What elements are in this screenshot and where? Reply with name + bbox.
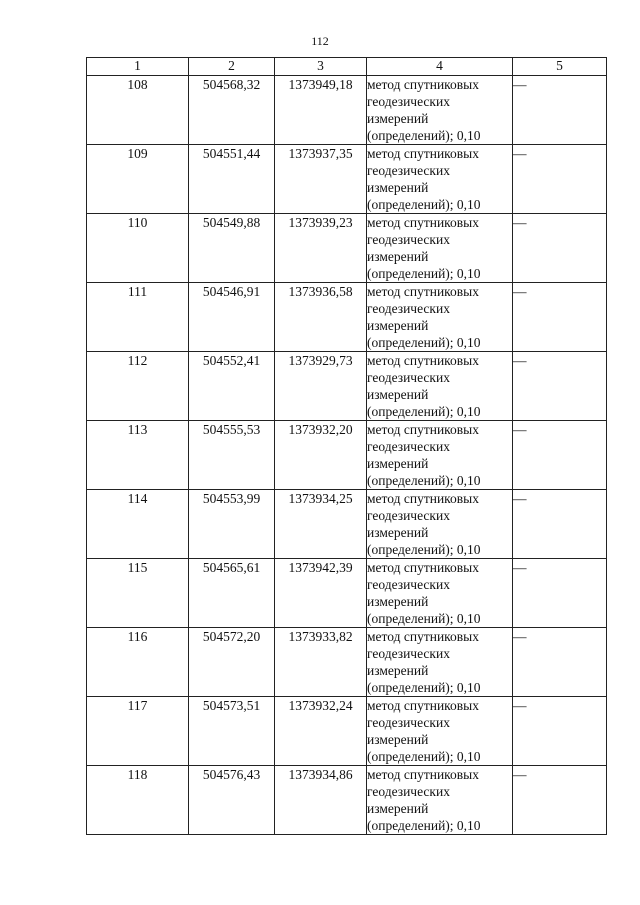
method-text-line: геодезических bbox=[367, 784, 450, 799]
point-number-cell: 111 bbox=[87, 283, 189, 352]
y-coordinate-cell: 1373932,20 bbox=[275, 421, 367, 490]
y-coordinate-cell: 1373933,82 bbox=[275, 628, 367, 697]
note-cell: — bbox=[513, 145, 607, 214]
y-coordinate-cell: 1373949,18 bbox=[275, 76, 367, 145]
coordinates-table bbox=[86, 57, 607, 835]
column-header-2: 2 bbox=[189, 58, 275, 76]
method-cell bbox=[367, 145, 513, 214]
column-header-1: 1 bbox=[87, 58, 189, 76]
x-coordinate-cell: 504549,88 bbox=[189, 214, 275, 283]
point-number-cell: 109 bbox=[87, 145, 189, 214]
table-row bbox=[87, 628, 607, 697]
point-number-cell: 112 bbox=[87, 352, 189, 421]
method-cell bbox=[367, 628, 513, 697]
x-coordinate-cell: 504555,53 bbox=[189, 421, 275, 490]
table-row bbox=[87, 559, 607, 628]
method-text-line: (определений); 0,10 bbox=[367, 197, 481, 212]
method-text-line: (определений); 0,10 bbox=[367, 680, 481, 695]
x-coordinate-cell: 504568,32 bbox=[189, 76, 275, 145]
method-text-line: (определений); 0,10 bbox=[367, 128, 481, 143]
method-text-line: (определений); 0,10 bbox=[367, 749, 481, 764]
method-text-line: (определений); 0,10 bbox=[367, 335, 481, 350]
method-text-line: (определений); 0,10 bbox=[367, 611, 481, 626]
y-coordinate-cell: 1373934,25 bbox=[275, 490, 367, 559]
x-coordinate-cell: 504573,51 bbox=[189, 697, 275, 766]
table-row bbox=[87, 145, 607, 214]
method-text-line: метод спутниковых bbox=[367, 422, 479, 437]
table-header-row bbox=[87, 58, 607, 76]
page-number: 112 bbox=[311, 34, 329, 48]
method-text-line: геодезических bbox=[367, 163, 450, 178]
method-cell bbox=[367, 352, 513, 421]
method-text-line: метод спутниковых bbox=[367, 77, 479, 92]
method-text-line: измерений bbox=[367, 732, 429, 747]
point-number-cell: 114 bbox=[87, 490, 189, 559]
y-coordinate-cell: 1373934,86 bbox=[275, 766, 367, 835]
note-cell: — bbox=[513, 697, 607, 766]
method-text-line: геодезических bbox=[367, 439, 450, 454]
table-row bbox=[87, 766, 607, 835]
method-text-line: геодезических bbox=[367, 508, 450, 523]
point-number-cell: 117 bbox=[87, 697, 189, 766]
method-text-line: измерений bbox=[367, 525, 429, 540]
note-cell: — bbox=[513, 421, 607, 490]
table-row bbox=[87, 214, 607, 283]
method-text-line: измерений bbox=[367, 663, 429, 678]
method-text-line: геодезических bbox=[367, 577, 450, 592]
method-text-line: измерений bbox=[367, 801, 429, 816]
method-text-line: измерений bbox=[367, 180, 429, 195]
column-header-3: 3 bbox=[275, 58, 367, 76]
y-coordinate-cell: 1373929,73 bbox=[275, 352, 367, 421]
method-text-line: (определений); 0,10 bbox=[367, 818, 481, 833]
method-text-line: геодезических bbox=[367, 94, 450, 109]
method-cell bbox=[367, 76, 513, 145]
note-cell: — bbox=[513, 283, 607, 352]
note-cell: — bbox=[513, 766, 607, 835]
column-header-4: 4 bbox=[367, 58, 513, 76]
note-cell: — bbox=[513, 628, 607, 697]
y-coordinate-cell: 1373942,39 bbox=[275, 559, 367, 628]
method-text-line: метод спутниковых bbox=[367, 767, 479, 782]
method-cell bbox=[367, 697, 513, 766]
method-cell bbox=[367, 421, 513, 490]
y-coordinate-cell: 1373932,24 bbox=[275, 697, 367, 766]
table-row bbox=[87, 490, 607, 559]
method-cell bbox=[367, 283, 513, 352]
method-text-line: метод спутниковых bbox=[367, 146, 479, 161]
method-text-line: метод спутниковых bbox=[367, 560, 479, 575]
method-text-line: измерений bbox=[367, 594, 429, 609]
y-coordinate-cell: 1373939,23 bbox=[275, 214, 367, 283]
table-row bbox=[87, 76, 607, 145]
method-cell bbox=[367, 766, 513, 835]
y-coordinate-cell: 1373936,58 bbox=[275, 283, 367, 352]
method-text-line: (определений); 0,10 bbox=[367, 266, 481, 281]
point-number-cell: 113 bbox=[87, 421, 189, 490]
method-text-line: измерений bbox=[367, 318, 429, 333]
method-cell bbox=[367, 214, 513, 283]
method-text-line: метод спутниковых bbox=[367, 491, 479, 506]
x-coordinate-cell: 504553,99 bbox=[189, 490, 275, 559]
x-coordinate-cell: 504552,41 bbox=[189, 352, 275, 421]
x-coordinate-cell: 504546,91 bbox=[189, 283, 275, 352]
method-text-line: метод спутниковых bbox=[367, 353, 479, 368]
method-text-line: геодезических bbox=[367, 715, 450, 730]
point-number-cell: 108 bbox=[87, 76, 189, 145]
method-text-line: измерений bbox=[367, 456, 429, 471]
method-text-line: метод спутниковых bbox=[367, 284, 479, 299]
point-number-cell: 115 bbox=[87, 559, 189, 628]
column-header-5: 5 bbox=[513, 58, 607, 76]
point-number-cell: 118 bbox=[87, 766, 189, 835]
method-text-line: измерений bbox=[367, 249, 429, 264]
method-text-line: метод спутниковых bbox=[367, 215, 479, 230]
method-text-line: (определений); 0,10 bbox=[367, 473, 481, 488]
note-cell: — bbox=[513, 214, 607, 283]
method-text-line: измерений bbox=[367, 111, 429, 126]
note-cell: — bbox=[513, 490, 607, 559]
method-text-line: геодезических bbox=[367, 301, 450, 316]
x-coordinate-cell: 504572,20 bbox=[189, 628, 275, 697]
method-text-line: метод спутниковых bbox=[367, 698, 479, 713]
method-text-line: метод спутниковых bbox=[367, 629, 479, 644]
method-text-line: геодезических bbox=[367, 646, 450, 661]
method-text-line: измерений bbox=[367, 387, 429, 402]
y-coordinate-cell: 1373937,35 bbox=[275, 145, 367, 214]
x-coordinate-cell: 504576,43 bbox=[189, 766, 275, 835]
table-row bbox=[87, 352, 607, 421]
method-text-line: (определений); 0,10 bbox=[367, 404, 481, 419]
table-body bbox=[87, 76, 607, 835]
table-row bbox=[87, 697, 607, 766]
note-cell: — bbox=[513, 76, 607, 145]
x-coordinate-cell: 504551,44 bbox=[189, 145, 275, 214]
method-text-line: (определений); 0,10 bbox=[367, 542, 481, 557]
x-coordinate-cell: 504565,61 bbox=[189, 559, 275, 628]
method-cell bbox=[367, 559, 513, 628]
note-cell: — bbox=[513, 559, 607, 628]
method-cell bbox=[367, 490, 513, 559]
method-text-line: геодезических bbox=[367, 232, 450, 247]
table-row bbox=[87, 421, 607, 490]
table-row bbox=[87, 283, 607, 352]
method-text-line: геодезических bbox=[367, 370, 450, 385]
point-number-cell: 110 bbox=[87, 214, 189, 283]
note-cell: — bbox=[513, 352, 607, 421]
point-number-cell: 116 bbox=[87, 628, 189, 697]
